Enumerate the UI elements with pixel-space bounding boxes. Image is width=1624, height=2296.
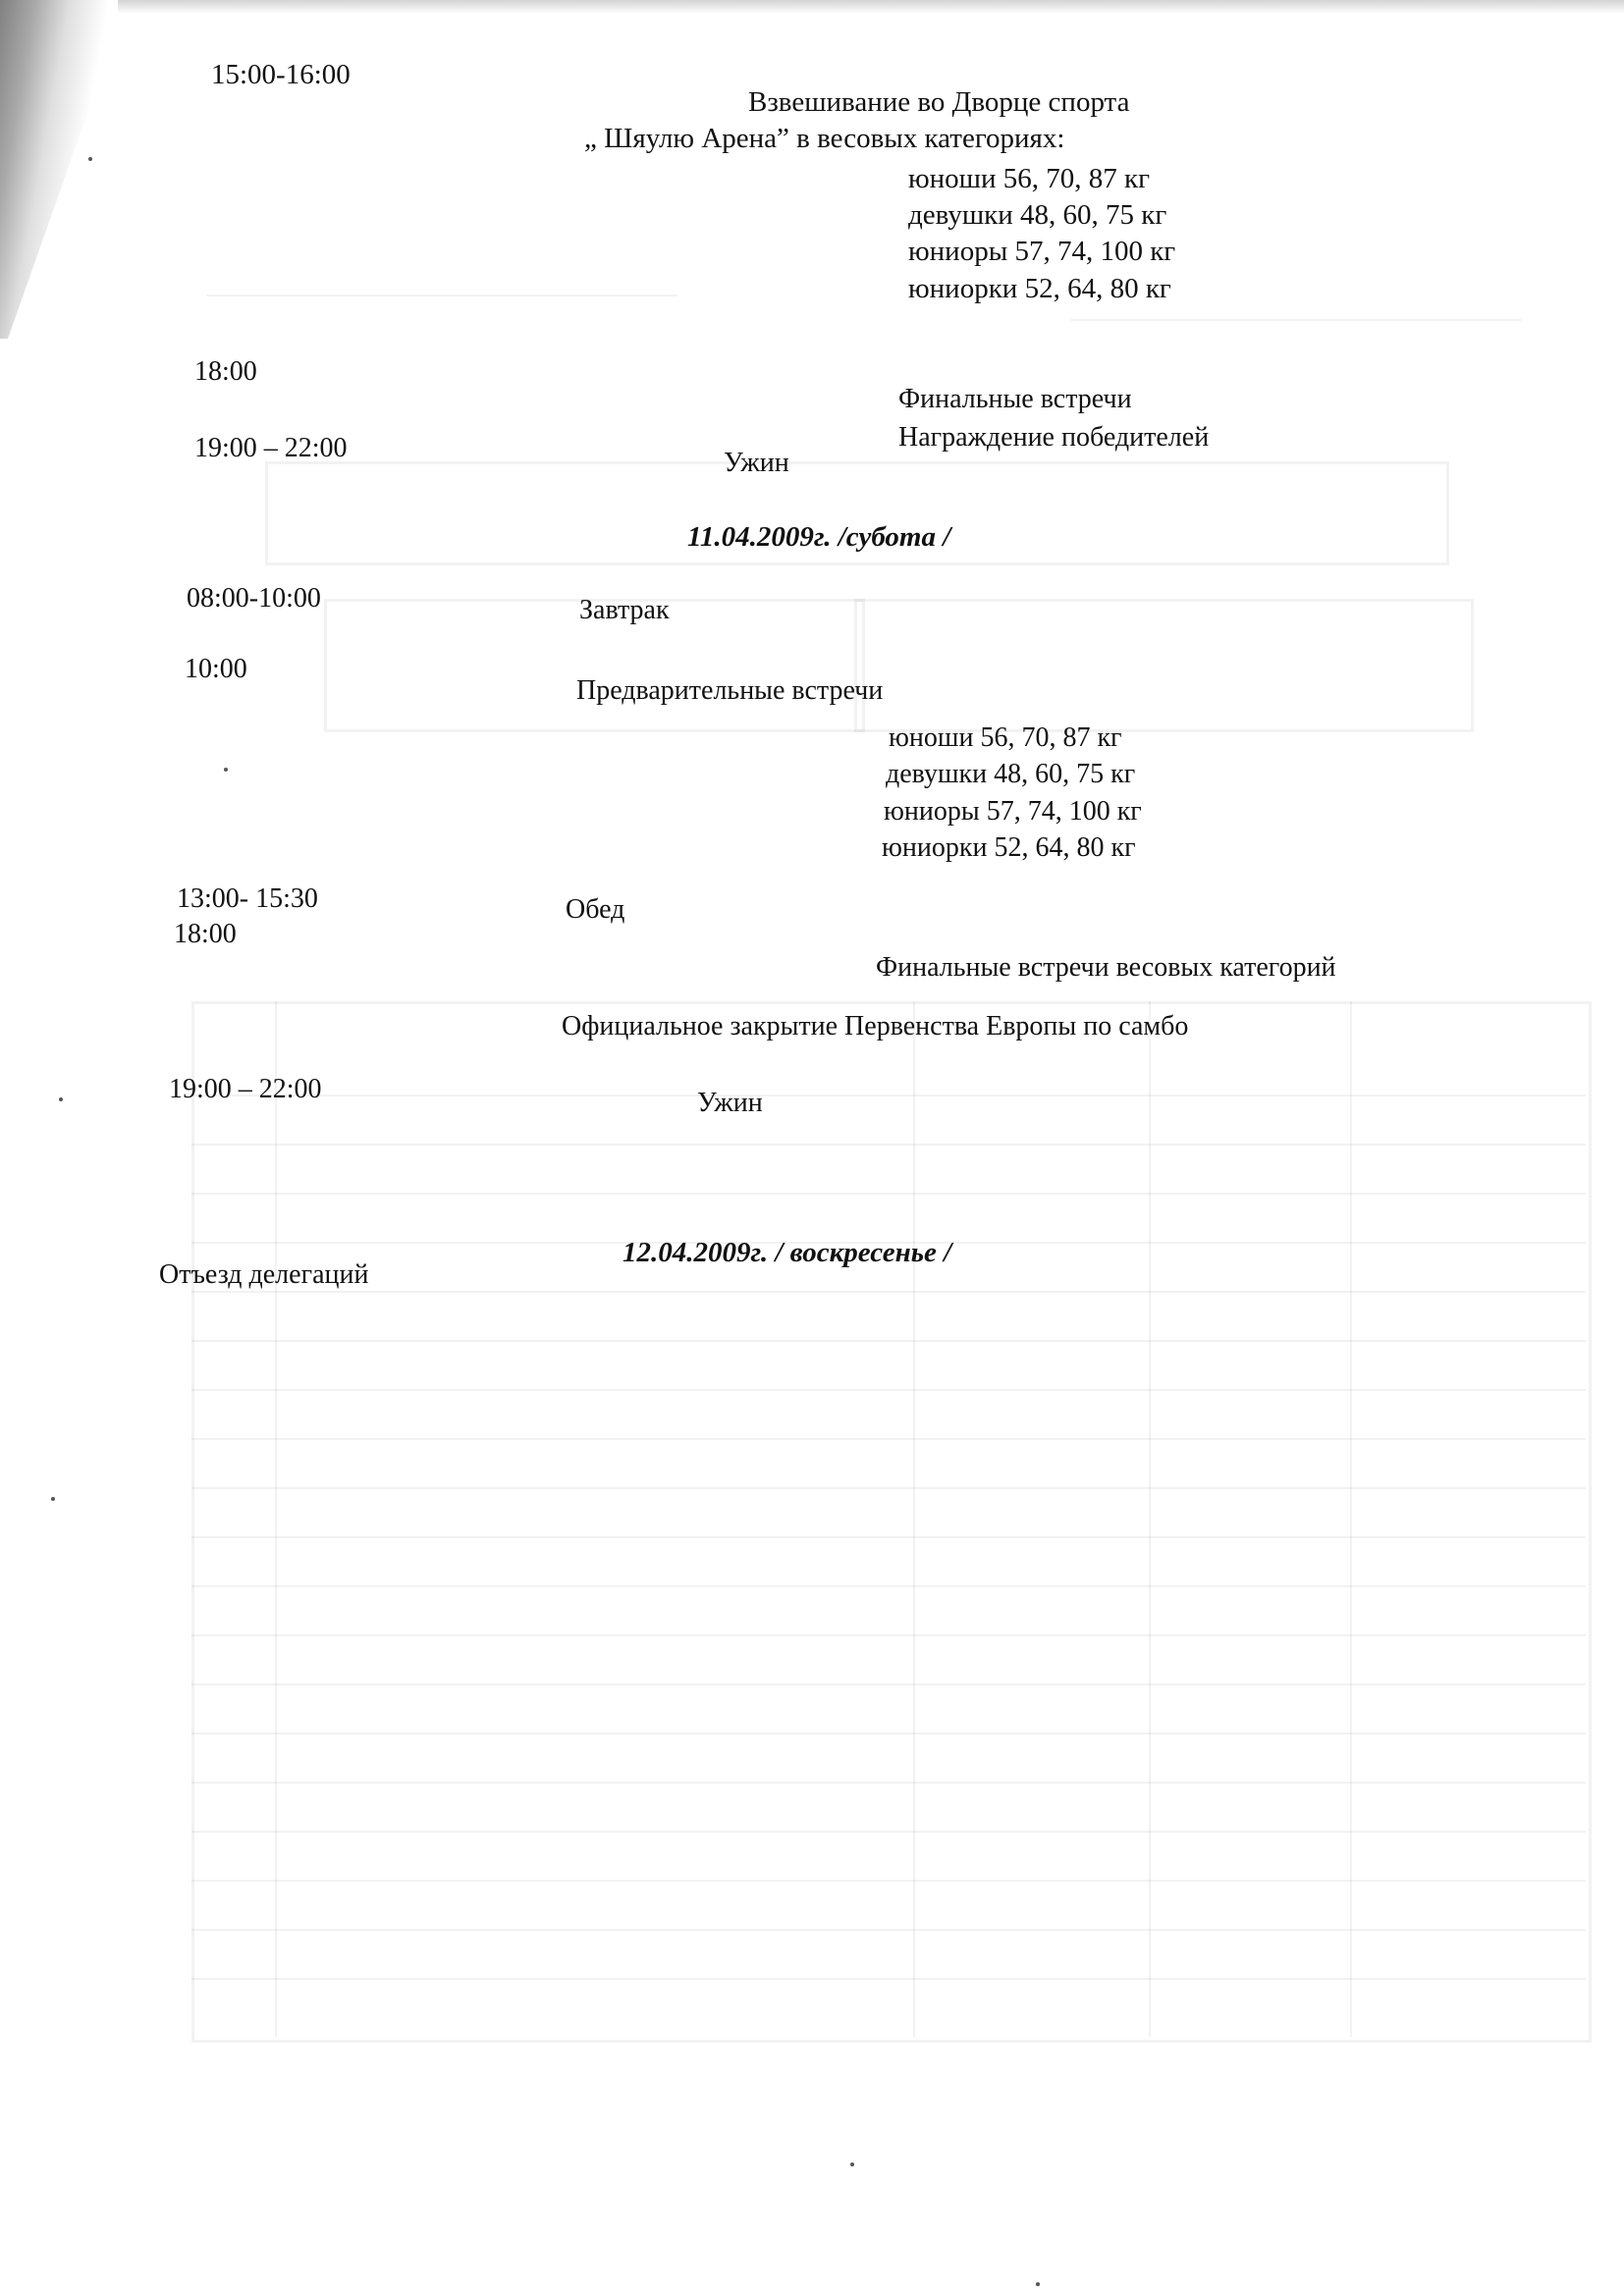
page-edge-shadow — [0, 0, 137, 353]
prelims-category: юниорки 52, 64, 80 кг — [882, 832, 1136, 863]
dinner-time: 19:00 – 22:00 — [194, 433, 348, 463]
weighing-category: юниорки 52, 64, 80 кг — [908, 273, 1171, 304]
show-through-line — [191, 1782, 1586, 1784]
show-through-line — [1070, 319, 1522, 321]
scan-speck — [850, 2163, 854, 2166]
breakfast-event: Завтрак — [579, 595, 670, 625]
day2-heading: 11.04.2009г. /субота / — [687, 521, 951, 553]
scan-speck — [51, 1497, 55, 1501]
weighing-title-line2: „ Шяулю Арена” в весовых категориях: — [584, 123, 1065, 154]
finals-time: 18:00 — [194, 356, 257, 387]
departure-event: Отъезд делегаций — [159, 1259, 369, 1290]
awards-event: Награждение победителей — [898, 422, 1210, 453]
show-through-line — [206, 294, 677, 296]
dinner-time: 19:00 – 22:00 — [169, 1074, 322, 1104]
page-top-shadow — [118, 0, 1624, 14]
breakfast-time: 08:00-10:00 — [187, 583, 321, 614]
finals-time: 18:00 — [174, 919, 237, 949]
show-through-line — [191, 1340, 1586, 1342]
show-through-box — [854, 599, 1474, 732]
finals-event: Финальные встречи — [898, 384, 1132, 414]
show-through-line — [191, 1683, 1586, 1685]
show-through-line — [191, 1634, 1586, 1636]
show-through-table — [191, 1001, 1592, 2043]
scan-speck — [59, 1097, 63, 1101]
prelims-time: 10:00 — [185, 654, 247, 684]
prelims-category: девушки 48, 60, 75 кг — [886, 759, 1136, 789]
prelims-event: Предварительные встречи — [576, 675, 884, 706]
show-through-line — [191, 1193, 1586, 1195]
show-through-line — [191, 1880, 1586, 1882]
show-through-line — [191, 1144, 1586, 1146]
dinner-event: Ужин — [724, 448, 789, 478]
show-through-line — [191, 1095, 1586, 1096]
weighing-category: девушки 48, 60, 75 кг — [908, 199, 1167, 231]
scan-speck — [88, 157, 92, 161]
weighing-category: юниоры 57, 74, 100 кг — [908, 236, 1176, 267]
show-through-line — [191, 1487, 1586, 1489]
lunch-time: 13:00- 15:30 — [177, 883, 318, 914]
prelims-category: юноши 56, 70, 87 кг — [889, 722, 1122, 753]
show-through-line — [191, 1389, 1586, 1391]
show-through-line — [191, 1585, 1586, 1587]
weighing-time: 15:00-16:00 — [211, 59, 351, 90]
dinner-event: Ужин — [697, 1088, 763, 1118]
finals-event: Финальные встречи весовых категорий — [876, 952, 1336, 983]
prelims-category: юниоры 57, 74, 100 кг — [884, 796, 1142, 827]
scan-speck — [224, 768, 228, 772]
weighing-category: юноши 56, 70, 87 кг — [908, 163, 1151, 194]
show-through-line — [191, 1536, 1586, 1538]
weighing-title-line1: Взвешивание во Дворце спорта — [748, 86, 1130, 118]
show-through-line — [191, 1733, 1586, 1735]
show-through-line — [191, 1291, 1586, 1293]
show-through-line — [191, 1438, 1586, 1440]
day3-heading: 12.04.2009г. / воскресенье / — [623, 1237, 952, 1268]
show-through-line — [191, 1978, 1586, 1980]
show-through-line — [191, 1831, 1586, 1833]
scan-speck — [1036, 2282, 1040, 2286]
lunch-event: Обед — [566, 894, 625, 925]
closing-event: Официальное закрытие Первенства Европы по самбо — [562, 1011, 1189, 1041]
show-through-line — [191, 1929, 1586, 1931]
